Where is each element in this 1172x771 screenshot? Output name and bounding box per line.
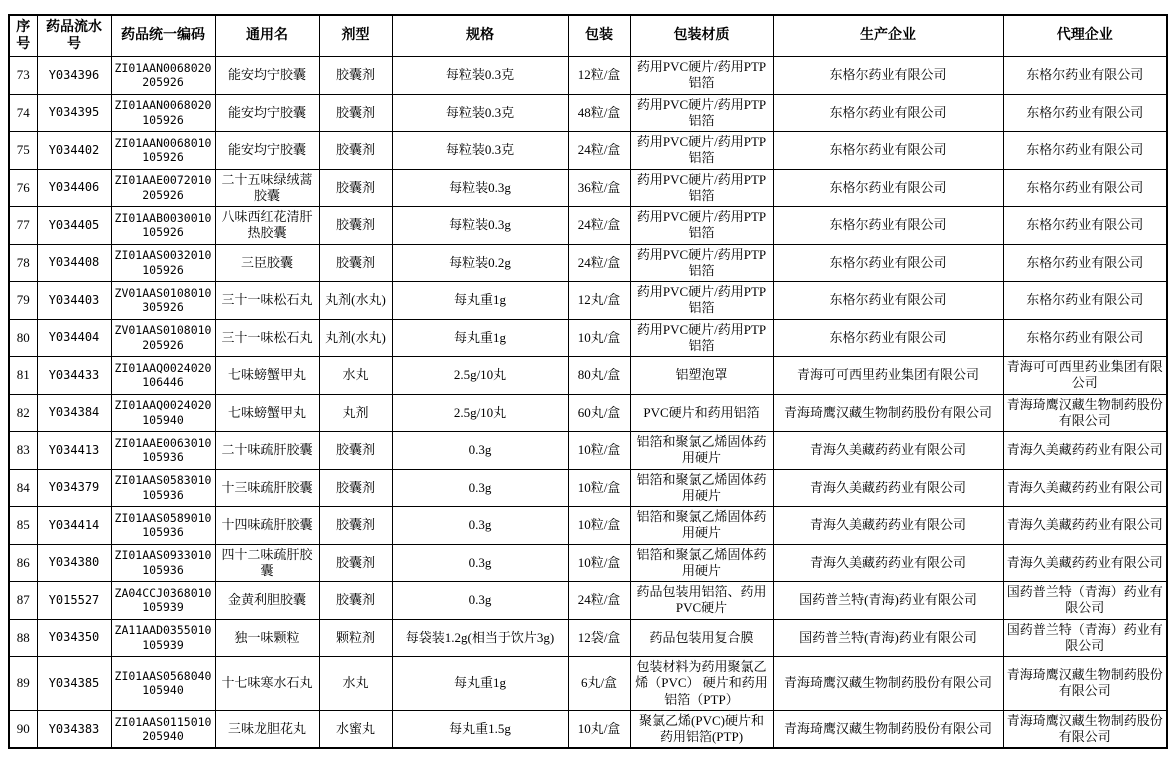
cell-dosage-form: 颗粒剂 <box>319 619 392 657</box>
cell-generic-name: 能安均宁胶囊 <box>215 57 319 95</box>
cell-serial: Y034405 <box>37 207 111 245</box>
cell-manufacturer: 青海久美藏药药业有限公司 <box>773 544 1003 582</box>
cell-agent: 东格尔药业有限公司 <box>1003 169 1167 207</box>
cell-agent: 东格尔药业有限公司 <box>1003 319 1167 357</box>
column-header-code: 药品统一编码 <box>111 15 215 57</box>
column-header-material: 包装材质 <box>630 15 773 57</box>
cell-serial: Y034404 <box>37 319 111 357</box>
cell-seq: 87 <box>9 582 37 620</box>
cell-generic-name: 七味螃蟹甲丸 <box>215 394 319 432</box>
cell-manufacturer: 东格尔药业有限公司 <box>773 169 1003 207</box>
cell-dosage-form: 丸剂(水丸) <box>319 319 392 357</box>
table-row <box>9 319 1167 357</box>
cell-spec: 每粒装0.3克 <box>392 57 568 95</box>
cell-spec: 0.3g <box>392 469 568 507</box>
cell-spec: 0.3g <box>392 432 568 470</box>
cell-code: ZI01AAN0068020205926 <box>111 57 215 95</box>
table-row <box>9 169 1167 207</box>
cell-generic-name: 二十味疏肝胶囊 <box>215 432 319 470</box>
cell-spec: 每粒装0.2g <box>392 244 568 282</box>
cell-agent: 东格尔药业有限公司 <box>1003 57 1167 95</box>
cell-manufacturer: 国药普兰特(青海)药业有限公司 <box>773 619 1003 657</box>
cell-material: 药用PVC硬片/药用PTP铝箔 <box>630 207 773 245</box>
table-row <box>9 94 1167 132</box>
cell-seq: 79 <box>9 282 37 320</box>
cell-seq: 74 <box>9 94 37 132</box>
cell-manufacturer: 东格尔药业有限公司 <box>773 57 1003 95</box>
cell-dosage-form: 胶囊剂 <box>319 432 392 470</box>
cell-package: 24粒/盒 <box>568 207 630 245</box>
cell-package: 24粒/盒 <box>568 582 630 620</box>
cell-seq: 77 <box>9 207 37 245</box>
cell-code: ZI01AAB0030010105926 <box>111 207 215 245</box>
table-row <box>9 432 1167 470</box>
cell-code: ZV01AAS0108010305926 <box>111 282 215 320</box>
cell-package: 80丸/盒 <box>568 357 630 395</box>
cell-material: 药用PVC硬片/药用PTP铝箔 <box>630 169 773 207</box>
cell-material: 药用PVC硬片/药用PTP铝箔 <box>630 244 773 282</box>
cell-manufacturer: 东格尔药业有限公司 <box>773 244 1003 282</box>
table-row <box>9 244 1167 282</box>
cell-agent: 青海琦鹰汉藏生物制药股份有限公司 <box>1003 657 1167 711</box>
cell-spec: 2.5g/10丸 <box>392 394 568 432</box>
cell-code: ZI01AAQ0024020105940 <box>111 394 215 432</box>
cell-manufacturer: 青海琦鹰汉藏生物制药股份有限公司 <box>773 657 1003 711</box>
cell-spec: 每丸重1.5g <box>392 710 568 748</box>
table-row <box>9 57 1167 95</box>
cell-serial: Y034402 <box>37 132 111 170</box>
cell-package: 10丸/盒 <box>568 319 630 357</box>
table-row <box>9 710 1167 748</box>
cell-seq: 88 <box>9 619 37 657</box>
cell-code: ZI01AAS0115010205940 <box>111 710 215 748</box>
cell-material: 铝塑泡罩 <box>630 357 773 395</box>
cell-spec: 每丸重1g <box>392 319 568 357</box>
cell-spec: 2.5g/10丸 <box>392 357 568 395</box>
cell-manufacturer: 青海久美藏药药业有限公司 <box>773 432 1003 470</box>
cell-code: ZA11AAD0355010105939 <box>111 619 215 657</box>
table-row <box>9 469 1167 507</box>
cell-code: ZI01AAS0933010105936 <box>111 544 215 582</box>
cell-spec: 每袋装1.2g(相当于饮片3g) <box>392 619 568 657</box>
cell-package: 24粒/盒 <box>568 132 630 170</box>
table-row <box>9 394 1167 432</box>
cell-spec: 每粒装0.3克 <box>392 132 568 170</box>
cell-manufacturer: 东格尔药业有限公司 <box>773 132 1003 170</box>
cell-code: ZI01AAS0589010105936 <box>111 507 215 545</box>
cell-package: 60丸/盒 <box>568 394 630 432</box>
cell-spec: 每粒装0.3g <box>392 207 568 245</box>
cell-package: 36粒/盒 <box>568 169 630 207</box>
cell-serial: Y034433 <box>37 357 111 395</box>
cell-package: 12粒/盒 <box>568 57 630 95</box>
cell-dosage-form: 水丸 <box>319 657 392 711</box>
cell-manufacturer: 东格尔药业有限公司 <box>773 319 1003 357</box>
cell-manufacturer: 青海久美藏药药业有限公司 <box>773 507 1003 545</box>
cell-serial: Y034395 <box>37 94 111 132</box>
cell-package: 10粒/盒 <box>568 507 630 545</box>
cell-material: 铝箔和聚氯乙烯固体药用硬片 <box>630 507 773 545</box>
cell-code: ZI01AAE0063010105936 <box>111 432 215 470</box>
cell-dosage-form: 胶囊剂 <box>319 544 392 582</box>
cell-material: PVC硬片和药用铝箔 <box>630 394 773 432</box>
cell-code: ZA04CCJ0368010105939 <box>111 582 215 620</box>
cell-agent: 东格尔药业有限公司 <box>1003 132 1167 170</box>
cell-package: 10粒/盒 <box>568 432 630 470</box>
cell-package: 24粒/盒 <box>568 244 630 282</box>
cell-seq: 89 <box>9 657 37 711</box>
cell-generic-name: 十七味寒水石丸 <box>215 657 319 711</box>
cell-agent: 青海久美藏药药业有限公司 <box>1003 469 1167 507</box>
cell-generic-name: 独一味颗粒 <box>215 619 319 657</box>
cell-serial: Y034406 <box>37 169 111 207</box>
cell-material: 药用PVC硬片/药用PTP铝箔 <box>630 282 773 320</box>
cell-code: ZI01AAN0068020105926 <box>111 94 215 132</box>
cell-dosage-form: 水蜜丸 <box>319 710 392 748</box>
table-row <box>9 357 1167 395</box>
cell-agent: 青海久美藏药药业有限公司 <box>1003 544 1167 582</box>
table-row <box>9 132 1167 170</box>
cell-dosage-form: 胶囊剂 <box>319 132 392 170</box>
cell-material: 药用PVC硬片/药用PTP铝箔 <box>630 319 773 357</box>
cell-agent: 国药普兰特（青海）药业有限公司 <box>1003 619 1167 657</box>
cell-serial: Y015527 <box>37 582 111 620</box>
cell-generic-name: 七味螃蟹甲丸 <box>215 357 319 395</box>
cell-agent: 东格尔药业有限公司 <box>1003 282 1167 320</box>
table-row <box>9 207 1167 245</box>
column-header-generic-name: 通用名 <box>215 15 319 57</box>
cell-generic-name: 能安均宁胶囊 <box>215 132 319 170</box>
cell-spec: 每粒装0.3g <box>392 169 568 207</box>
cell-code: ZI01AAQ0024020106446 <box>111 357 215 395</box>
cell-generic-name: 能安均宁胶囊 <box>215 94 319 132</box>
cell-code: ZV01AAS0108010205926 <box>111 319 215 357</box>
column-header-dosage-form: 剂型 <box>319 15 392 57</box>
column-header-spec: 规格 <box>392 15 568 57</box>
table-row <box>9 582 1167 620</box>
cell-code: ZI01AAN0068010105926 <box>111 132 215 170</box>
cell-dosage-form: 丸剂(水丸) <box>319 282 392 320</box>
cell-package: 10粒/盒 <box>568 544 630 582</box>
cell-serial: Y034350 <box>37 619 111 657</box>
cell-dosage-form: 胶囊剂 <box>319 507 392 545</box>
cell-material: 聚氯乙烯(PVC)硬片和药用铝箔(PTP) <box>630 710 773 748</box>
cell-generic-name: 十三味疏肝胶囊 <box>215 469 319 507</box>
cell-seq: 84 <box>9 469 37 507</box>
cell-seq: 83 <box>9 432 37 470</box>
table-row <box>9 619 1167 657</box>
table-row <box>9 657 1167 711</box>
cell-seq: 86 <box>9 544 37 582</box>
cell-manufacturer: 东格尔药业有限公司 <box>773 282 1003 320</box>
cell-dosage-form: 胶囊剂 <box>319 57 392 95</box>
cell-package: 12袋/盒 <box>568 619 630 657</box>
cell-manufacturer: 青海琦鹰汉藏生物制药股份有限公司 <box>773 710 1003 748</box>
cell-generic-name: 四十二味疏肝胶囊 <box>215 544 319 582</box>
cell-spec: 每丸重1g <box>392 657 568 711</box>
cell-spec: 0.3g <box>392 544 568 582</box>
cell-generic-name: 三十一味松石丸 <box>215 319 319 357</box>
cell-material: 铝箔和聚氯乙烯固体药用硬片 <box>630 432 773 470</box>
cell-manufacturer: 东格尔药业有限公司 <box>773 207 1003 245</box>
column-header-manufacturer: 生产企业 <box>773 15 1003 57</box>
cell-agent: 青海久美藏药药业有限公司 <box>1003 432 1167 470</box>
cell-material: 药品包装用铝箔、药用PVC硬片 <box>630 582 773 620</box>
cell-code: ZI01AAS0583010105936 <box>111 469 215 507</box>
cell-agent: 东格尔药业有限公司 <box>1003 94 1167 132</box>
cell-serial: Y034414 <box>37 507 111 545</box>
cell-dosage-form: 胶囊剂 <box>319 244 392 282</box>
cell-code: ZI01AAS0032010105926 <box>111 244 215 282</box>
cell-package: 12丸/盒 <box>568 282 630 320</box>
cell-spec: 每丸重1g <box>392 282 568 320</box>
cell-serial: Y034408 <box>37 244 111 282</box>
cell-dosage-form: 胶囊剂 <box>319 169 392 207</box>
cell-seq: 81 <box>9 357 37 395</box>
cell-material: 包装材料为药用聚氯乙烯（PVC） 硬片和药用铝箔（PTP） <box>630 657 773 711</box>
cell-material: 药品包装用复合膜 <box>630 619 773 657</box>
cell-generic-name: 三十一味松石丸 <box>215 282 319 320</box>
cell-material: 铝箔和聚氯乙烯固体药用硬片 <box>630 469 773 507</box>
cell-generic-name: 三臣胶囊 <box>215 244 319 282</box>
cell-dosage-form: 水丸 <box>319 357 392 395</box>
table-header <box>9 15 1167 57</box>
cell-agent: 青海久美藏药药业有限公司 <box>1003 507 1167 545</box>
cell-material: 药用PVC硬片/药用PTP铝箔 <box>630 57 773 95</box>
cell-manufacturer: 东格尔药业有限公司 <box>773 94 1003 132</box>
column-header-serial: 药品流水号 <box>37 15 111 57</box>
cell-seq: 82 <box>9 394 37 432</box>
cell-spec: 每粒装0.3克 <box>392 94 568 132</box>
cell-manufacturer: 国药普兰特(青海)药业有限公司 <box>773 582 1003 620</box>
column-header-seq: 序号 <box>9 15 37 57</box>
column-header-package: 包装 <box>568 15 630 57</box>
cell-agent: 国药普兰特（青海）药业有限公司 <box>1003 582 1167 620</box>
table-row <box>9 282 1167 320</box>
cell-generic-name: 金黄利胆胶囊 <box>215 582 319 620</box>
cell-generic-name: 三味龙胆花丸 <box>215 710 319 748</box>
cell-material: 药用PVC硬片/药用PTP铝箔 <box>630 94 773 132</box>
cell-spec: 0.3g <box>392 507 568 545</box>
cell-seq: 80 <box>9 319 37 357</box>
cell-package: 10粒/盒 <box>568 469 630 507</box>
header-row <box>9 15 1167 57</box>
cell-agent: 东格尔药业有限公司 <box>1003 207 1167 245</box>
cell-agent: 青海可可西里药业集团有限公司 <box>1003 357 1167 395</box>
cell-seq: 78 <box>9 244 37 282</box>
cell-serial: Y034379 <box>37 469 111 507</box>
cell-serial: Y034383 <box>37 710 111 748</box>
cell-dosage-form: 丸剂 <box>319 394 392 432</box>
cell-serial: Y034413 <box>37 432 111 470</box>
cell-package: 6丸/盒 <box>568 657 630 711</box>
drug-catalog-table <box>8 14 1168 749</box>
cell-seq: 90 <box>9 710 37 748</box>
cell-agent: 东格尔药业有限公司 <box>1003 244 1167 282</box>
cell-generic-name: 十四味疏肝胶囊 <box>215 507 319 545</box>
cell-seq: 73 <box>9 57 37 95</box>
cell-agent: 青海琦鹰汉藏生物制药股份有限公司 <box>1003 710 1167 748</box>
cell-dosage-form: 胶囊剂 <box>319 469 392 507</box>
cell-serial: Y034385 <box>37 657 111 711</box>
cell-dosage-form: 胶囊剂 <box>319 94 392 132</box>
cell-dosage-form: 胶囊剂 <box>319 582 392 620</box>
cell-material: 铝箔和聚氯乙烯固体药用硬片 <box>630 544 773 582</box>
cell-manufacturer: 青海琦鹰汉藏生物制药股份有限公司 <box>773 394 1003 432</box>
cell-generic-name: 二十五味绿绒蒿胶囊 <box>215 169 319 207</box>
cell-manufacturer: 青海可可西里药业集团有限公司 <box>773 357 1003 395</box>
cell-serial: Y034384 <box>37 394 111 432</box>
cell-package: 10丸/盒 <box>568 710 630 748</box>
cell-dosage-form: 胶囊剂 <box>319 207 392 245</box>
column-header-agent: 代理企业 <box>1003 15 1167 57</box>
cell-serial: Y034403 <box>37 282 111 320</box>
cell-manufacturer: 青海久美藏药药业有限公司 <box>773 469 1003 507</box>
cell-seq: 75 <box>9 132 37 170</box>
cell-seq: 76 <box>9 169 37 207</box>
cell-generic-name: 八味西红花清肝热胶囊 <box>215 207 319 245</box>
cell-seq: 85 <box>9 507 37 545</box>
table-body <box>9 57 1167 749</box>
cell-serial: Y034396 <box>37 57 111 95</box>
cell-spec: 0.3g <box>392 582 568 620</box>
cell-code: ZI01AAS0568040105940 <box>111 657 215 711</box>
cell-code: ZI01AAE0072010205926 <box>111 169 215 207</box>
table-row <box>9 544 1167 582</box>
table-row <box>9 507 1167 545</box>
cell-serial: Y034380 <box>37 544 111 582</box>
cell-package: 48粒/盒 <box>568 94 630 132</box>
cell-material: 药用PVC硬片/药用PTP铝箔 <box>630 132 773 170</box>
cell-agent: 青海琦鹰汉藏生物制药股份有限公司 <box>1003 394 1167 432</box>
